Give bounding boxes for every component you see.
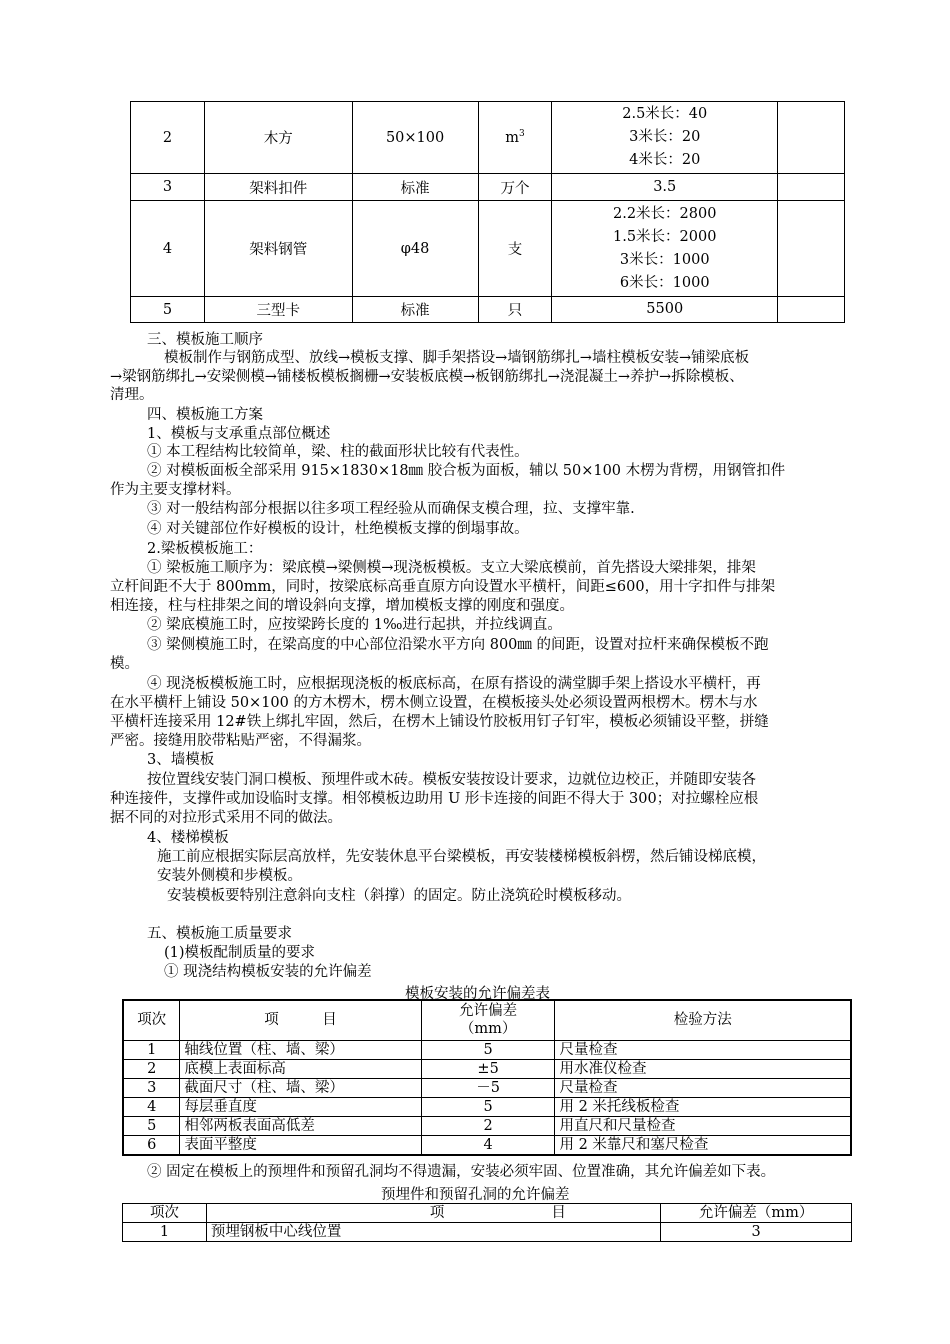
material-spec: φ48 [352,201,478,297]
item-cell: 截面尺寸（柱、墙、梁） [180,1078,421,1097]
material-name: 架料钢管 [204,201,352,297]
tolerance-cell: 3 [661,1223,852,1242]
item-cell: 每层垂直度 [180,1097,421,1116]
table-row [131,297,845,323]
paragraph-line: 清理。 [110,387,154,403]
tolerance-cell: 5 [421,1040,555,1059]
table-row [123,1059,851,1078]
item-cell: 表面平整度 [180,1135,421,1155]
paragraph-line: 安装外侧模和步模板。 [157,868,302,884]
paragraph-line: ③ 对一般结构部分根据以往多项工程经验从而确保支模合理，拉、支撑牢靠. [147,501,635,517]
item-cell: 相邻两板表面高低差 [180,1116,421,1135]
row-no: 2 [131,102,205,174]
embedded-parts-table [122,1203,852,1242]
subsection-heading: 1、模板与支承重点部位概述 [147,426,331,442]
paragraph-line: 作为主要支撑材料。 [110,482,241,498]
material-name: 三型卡 [204,297,352,323]
subsection-heading: 3、墙模板 [147,752,215,768]
paragraph-line: 模。 [110,656,139,672]
paragraph-line: 相连接，柱与柱排架之间的增设斜向支撑，增加模板支撑的刚度和强度。 [110,598,574,614]
row-no: 6 [123,1135,180,1155]
header-cell: 检验方法 [555,1000,851,1040]
method-cell: 用水准仪检查 [555,1059,851,1078]
table-row [123,1116,851,1135]
material-unit: 只 [478,297,552,323]
method-cell: 用 2 米靠尺和塞尺检查 [555,1135,851,1155]
material-spec: 50×100 [352,102,478,174]
section-heading: 三、模板施工顺序 [147,332,263,348]
header-cell: 项次 [123,1000,180,1040]
paragraph-line: 平横杆连接采用 12#铁上绑扎牢固，然后，在楞木上铺设竹胶板用钉子钉牢，模板必须铺设平整，拼缝 [110,714,769,730]
paragraph-line: 安装模板要特别注意斜向支柱（斜撑）的固定。防止浇筑砼时模板移动。 [167,888,631,904]
tolerance-cell: 5 [421,1097,555,1116]
tolerance-cell: ±5 [421,1059,555,1078]
paragraph-line: ① 本工程结构比较简单，梁、柱的截面形状比较有代表性。 [147,444,529,460]
tolerance-cell: 4 [421,1135,555,1155]
material-remark [778,297,845,323]
item-cell: 预埋钢板中心线位置 [206,1223,660,1242]
table-row [123,1040,851,1059]
tolerance-table [122,999,852,1156]
tolerance-cell: －5 [421,1078,555,1097]
table-row [131,174,845,201]
row-no: 1 [123,1040,180,1059]
item-cell: 底模上表面标高 [180,1059,421,1078]
paragraph-line: ① 现浇结构模板安装的允许偏差 [164,964,372,980]
material-unit: $m^3$ [478,102,552,174]
header-cell: 允许偏差（mm） [661,1204,852,1223]
header-cell: 项 目 [180,1000,421,1040]
table-row [131,102,845,174]
paragraph-line: ② 梁底模施工时，应按梁跨长度的 1‰进行起拱，并拉线调直。 [147,617,562,633]
material-remark [778,102,845,174]
subsection-heading: 2.梁板模板施工： [147,541,263,557]
paragraph-line: 种连接件，支撑件或加设临时支撑。相邻模板边助用 U 形卡连接的间距不得大于 300；对拉螺栓应根 [110,791,759,807]
material-unit: 支 [478,201,552,297]
item-cell: 轴线位置（柱、墙、梁） [180,1040,421,1059]
paragraph-line: ④ 现浇板模板施工时，应根据现浇板的板底标高，在原有搭设的满堂脚手架上搭设水平横杆，再 [147,676,761,692]
material-name: 架料扣件 [204,174,352,201]
material-spec: 标准 [352,297,478,323]
row-no: 4 [123,1097,180,1116]
paragraph-line: ② 固定在模板上的预埋件和预留孔洞均不得遗漏，安装必须牢固、位置准确，其允许偏差如下表。 [147,1164,776,1180]
header-cell: 项 目 [206,1204,660,1223]
paragraph-line: 据不同的对拉形式采用不同的做法。 [110,810,342,826]
table-header-row [123,1000,851,1040]
row-no: 5 [123,1116,180,1135]
table-row [131,201,845,297]
subsection-heading: (1)模板配制质量的要求 [164,945,316,961]
table-header-row [123,1204,852,1223]
table-row [123,1135,851,1155]
paragraph-line: ① 梁板施工顺序为：梁底模→梁侧模→现浇板模板。支立大梁底模前，首先搭设大梁排架，排架 [147,560,756,576]
row-no: 2 [123,1059,180,1078]
material-quantity: 2.2米长：2800 1.5米长：2000 3米长：1000 6米长：1000 [552,201,778,297]
tolerance-cell: 2 [421,1116,555,1135]
material-quantity: 3.5 [552,174,778,201]
paragraph-line: 模板制作与钢筋成型、放线→模板支撑、脚手架搭设→墙钢筋绑扎→墙柱模板安装→铺梁底板 [164,350,750,366]
section-heading: 五、模板施工质量要求 [147,926,292,942]
paragraph-line: 立杆间距不大于 800mm，同时，按梁底标高垂直原方向设置水平横杆，间距≤600，用十字扣件与排架 [110,579,776,595]
row-no: 3 [123,1078,180,1097]
table-caption: 模板安装的允许偏差表 [405,986,550,1002]
header-cell: 允许偏差 （mm） [421,1000,555,1040]
method-cell: 用 2 米托线板检查 [555,1097,851,1116]
paragraph-line: 在水平横杆上铺设 50×100 的方木楞木，楞木侧立设置，在模板接头处必须设置两根楞木。楞木与水 [110,695,758,711]
header-cell: 项次 [123,1204,207,1223]
paragraph-line: ③ 梁侧模施工时，在梁高度的中心部位沿梁水平方向 800㎜ 的间距，设置对拉杆来确保模板不跑 [147,637,769,653]
materials-table [130,101,845,323]
paragraph-line: ④ 对关键部位作好模板的设计，杜绝模板支撑的倒塌事故。 [147,521,529,537]
row-no: 4 [131,201,205,297]
paragraph-line: 严密。接缝用胶带粘贴严密，不得漏浆。 [110,733,371,749]
method-cell: 尺量检查 [555,1040,851,1059]
section-heading: 四、模板施工方案 [147,407,263,423]
method-cell: 尺量检查 [555,1078,851,1097]
row-no: 3 [131,174,205,201]
table-row [123,1223,852,1242]
material-quantity: 2.5米长：40 3米长：20 4米长：20 [552,102,778,174]
material-name: 木方 [204,102,352,174]
material-remark [778,201,845,297]
table-caption: 预埋件和预留孔洞的允许偏差 [381,1187,570,1203]
material-spec: 标准 [352,174,478,201]
row-no: 1 [123,1223,207,1242]
table-row [123,1078,851,1097]
material-unit: 万个 [478,174,552,201]
paragraph-line: ② 对模板面板全部采用 915×1830×18㎜ 胶合板为面板，辅以 50×100 木楞为背楞，用钢管扣件 [147,463,786,479]
subsection-heading: 4、楼梯模板 [147,830,229,846]
material-quantity: 5500 [552,297,778,323]
table-row [123,1097,851,1116]
paragraph-line: →梁钢筋绑扎→安梁侧模→铺楼板模板搁栅→安装板底模→板钢筋绑扎→浇混凝土→养护→拆除模板、 [110,369,744,385]
method-cell: 用直尺和尺量检查 [555,1116,851,1135]
paragraph-line: 按位置线安装门洞口模板、预埋件或木砖。模板安装按设计要求，边就位边校正，并随即安装各 [147,772,756,788]
material-remark [778,174,845,201]
paragraph-line: 施工前应根据实际层高放样，先安装休息平台梁模板，再安装楼梯模板斜楞，然后铺设梯底模， [157,849,766,865]
row-no: 5 [131,297,205,323]
